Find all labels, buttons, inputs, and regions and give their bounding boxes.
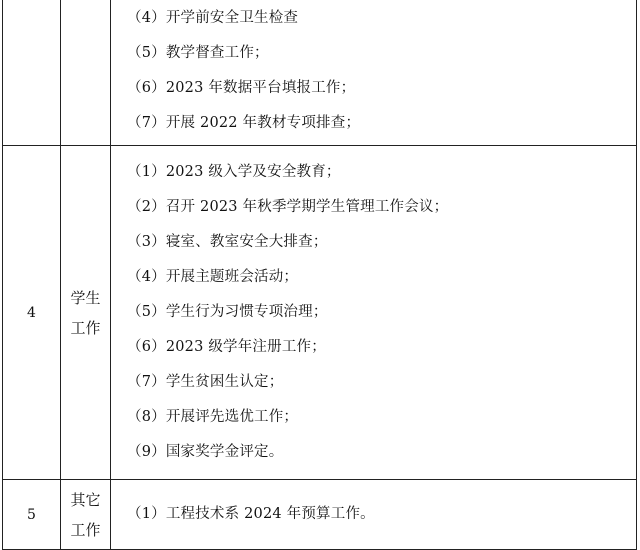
list-item: （5）教学督查工作；: [127, 45, 269, 61]
list-item: （1）2023 级入学及安全教育；: [127, 164, 341, 180]
list-item: （4）开学前安全卫生检查: [127, 10, 299, 26]
table-row: [3, 146, 637, 480]
list-item: （2）召开 2023 年秋季学期学生管理工作会议；: [127, 199, 449, 215]
list-item: （5）学生行为习惯专项治理；: [127, 304, 328, 320]
category-line: 工作: [70, 318, 101, 337]
list-item: （9）国家奖学金评定。: [127, 444, 284, 460]
list-item: （1）工程技术系 2024 年预算工作。: [127, 506, 375, 522]
row-items: [111, 0, 637, 146]
row-items: [111, 480, 637, 550]
row-category: [61, 146, 111, 480]
list-item: （4）开展主题班会活动；: [127, 269, 299, 285]
category-line: 工作: [70, 520, 101, 539]
row-number: 4: [3, 146, 61, 480]
row-number: 5: [3, 480, 61, 550]
list-item: （7）学生贫困生认定；: [127, 374, 284, 390]
list-item: （8）开展评先选优工作；: [127, 409, 299, 425]
row-category: [61, 0, 111, 146]
list-item: （7）开展 2022 年教材专项排查；: [127, 115, 361, 131]
row-category: [61, 480, 111, 550]
work-plan-table: [2, 0, 637, 550]
list-item: （3）寝室、教室安全大排查；: [127, 234, 328, 250]
table-row: [3, 0, 637, 146]
row-number: [3, 0, 61, 146]
table-row: [3, 480, 637, 550]
list-item: （6）2023 年数据平台填报工作；: [127, 80, 356, 96]
category-line: 其它: [70, 490, 101, 509]
category-line: 学生: [70, 288, 101, 307]
row-items: [111, 146, 637, 480]
list-item: （6）2023 级学年注册工作；: [127, 339, 326, 355]
